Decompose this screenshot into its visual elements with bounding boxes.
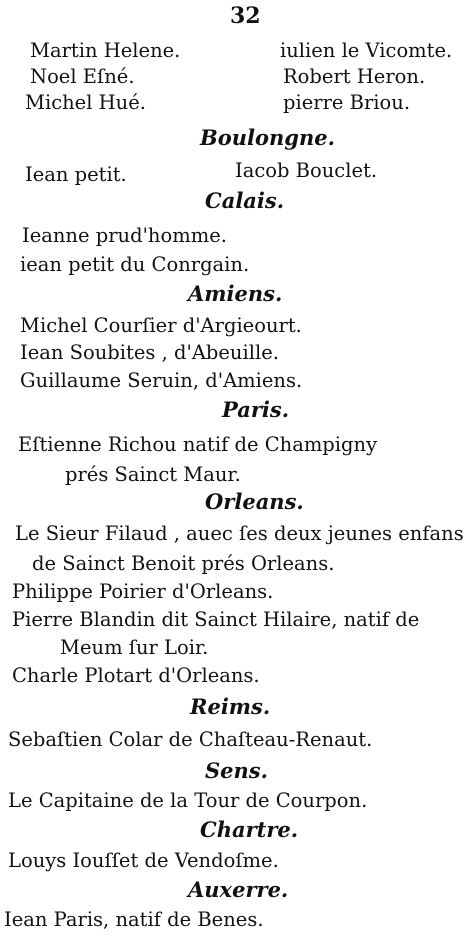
section-heading-boulongne: Boulongne. — [200, 125, 335, 150]
name-line: Philippe Poirier d'Orleans. — [12, 580, 274, 603]
name-line: Guillaume Seruin, d'Amiens. — [20, 369, 303, 392]
name-line: iulien le Vicomte. — [280, 39, 453, 62]
section-heading-calais: Calais. — [205, 188, 285, 213]
name-line: Le Capitaine de la Tour de Courpon. — [8, 789, 368, 812]
name-line: Michel Courſier d'Argieourt. — [20, 314, 302, 337]
name-line: Iean Soubites , d'Abeuille. — [20, 341, 279, 364]
section-heading-sens: Sens. — [205, 758, 268, 783]
name-line: Eſtienne Richou natif de Champigny — [18, 433, 378, 456]
name-line: Iacob Bouclet. — [235, 159, 378, 182]
name-line: pierre Briou. — [283, 91, 411, 114]
name-line: Noel Eſné. — [30, 65, 135, 88]
section-heading-chartre: Chartre. — [200, 817, 299, 842]
page-number: 32 — [230, 3, 261, 29]
name-line: Le Sieur Filaud , auec ſes deux jeunes enfans — [15, 522, 464, 545]
name-line: iean petit du Conrgain. — [20, 253, 250, 276]
name-line: Meum ſur Loir. — [60, 636, 209, 659]
name-line: Michel Hué. — [25, 91, 146, 114]
name-line: Martin Helene. — [30, 39, 181, 62]
section-heading-amiens: Amiens. — [188, 281, 283, 306]
name-line: prés Sainct Maur. — [65, 463, 241, 486]
section-heading-auxerre: Auxerre. — [188, 877, 289, 902]
name-line: Ieanne prud'homme. — [22, 224, 227, 247]
name-line: Iean petit. — [25, 163, 127, 186]
section-heading-orleans: Orleans. — [205, 489, 304, 514]
name-line: Charle Plotart d'Orleans. — [12, 664, 260, 687]
section-heading-reims: Reims. — [190, 694, 271, 719]
name-line: de Sainct Benoit prés Orleans. — [32, 552, 335, 575]
section-heading-paris: Paris. — [222, 397, 290, 422]
name-line: Robert Heron. — [283, 65, 426, 88]
name-line: Sebaſtien Colar de Chaſteau-Renaut. — [8, 728, 373, 751]
name-line: Louys Iouſſet de Vendoſme. — [8, 849, 279, 872]
name-line: Iean Paris, natif de Benes. — [4, 908, 264, 931]
name-line: Pierre Blandin dit Sainct Hilaire, natif de — [12, 608, 420, 631]
